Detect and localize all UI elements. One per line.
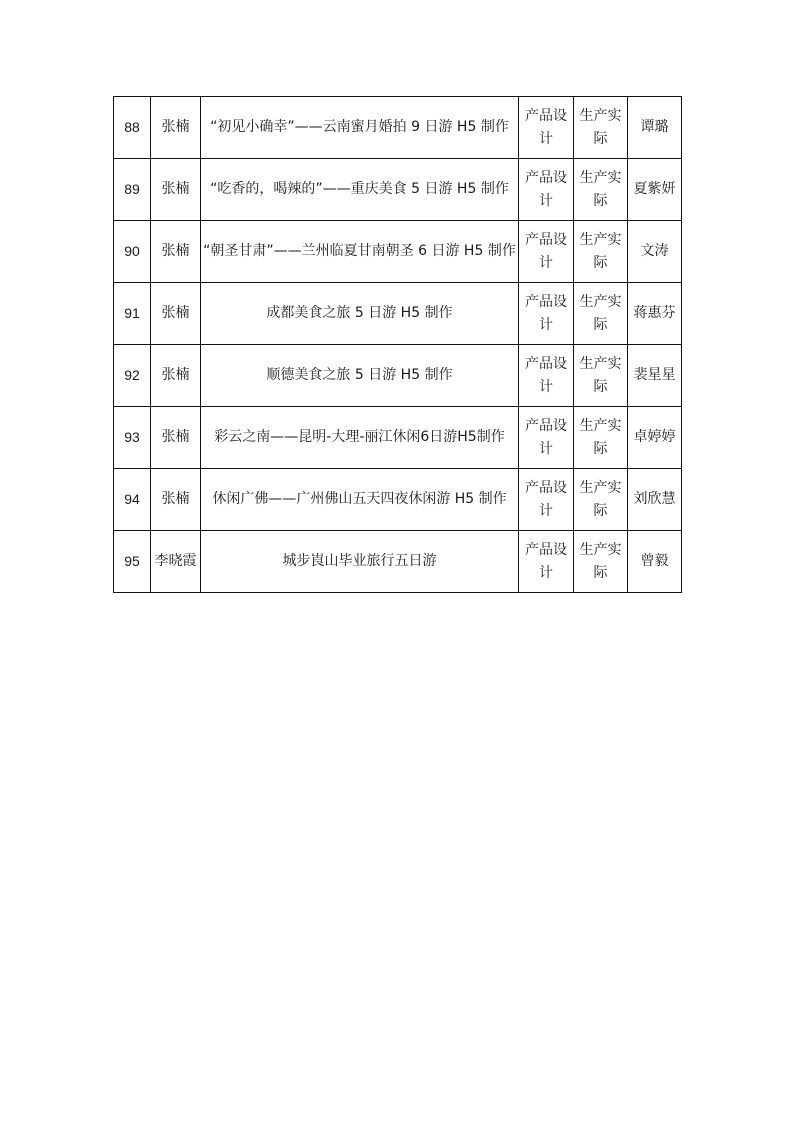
row-number: 94 xyxy=(114,469,151,531)
row-number: 89 xyxy=(114,159,151,221)
teacher-name: 张楠 xyxy=(151,407,201,469)
project-type: 产品设计 xyxy=(519,159,574,221)
table-row xyxy=(114,345,682,407)
project-source: 生产实际 xyxy=(574,221,628,283)
student-name: 夏紫妍 xyxy=(628,159,682,221)
row-number: 91 xyxy=(114,283,151,345)
teacher-name: 张楠 xyxy=(151,221,201,283)
project-type: 产品设计 xyxy=(519,407,574,469)
project-source: 生产实际 xyxy=(574,407,628,469)
table-row xyxy=(114,531,682,593)
project-type: 产品设计 xyxy=(519,283,574,345)
project-type: 产品设计 xyxy=(519,97,574,159)
table-row xyxy=(114,469,682,531)
project-title: 彩云之南——昆明-大理-丽江休闲6日游H5制作 xyxy=(201,407,519,469)
project-title: “朝圣甘肃”——兰州临夏甘南朝圣 6 日游 H5 制作 xyxy=(201,221,519,283)
project-title: “吃香的，喝辣的”——重庆美食 5 日游 H5 制作 xyxy=(201,159,519,221)
project-title: “初见小确幸”——云南蜜月婚拍 9 日游 H5 制作 xyxy=(201,97,519,159)
project-source: 生产实际 xyxy=(574,97,628,159)
table-row xyxy=(114,159,682,221)
project-source: 生产实际 xyxy=(574,283,628,345)
project-type: 产品设计 xyxy=(519,469,574,531)
table-row xyxy=(114,407,682,469)
project-source: 生产实际 xyxy=(574,345,628,407)
teacher-name: 张楠 xyxy=(151,469,201,531)
project-title: 顺德美食之旅 5 日游 H5 制作 xyxy=(201,345,519,407)
row-number: 92 xyxy=(114,345,151,407)
project-title: 成都美食之旅 5 日游 H5 制作 xyxy=(201,283,519,345)
row-number: 90 xyxy=(114,221,151,283)
student-name: 卓婷婷 xyxy=(628,407,682,469)
project-table-body xyxy=(114,97,682,593)
project-source: 生产实际 xyxy=(574,531,628,593)
project-type: 产品设计 xyxy=(519,531,574,593)
project-table xyxy=(113,96,682,593)
student-name: 蒋惠芬 xyxy=(628,283,682,345)
row-number: 88 xyxy=(114,97,151,159)
teacher-name: 张楠 xyxy=(151,97,201,159)
table-row xyxy=(114,97,682,159)
table-row xyxy=(114,283,682,345)
student-name: 裴星星 xyxy=(628,345,682,407)
project-title: 休闲广佛——广州佛山五天四夜休闲游 H5 制作 xyxy=(201,469,519,531)
student-name: 刘欣慧 xyxy=(628,469,682,531)
project-title: 城步崀山毕业旅行五日游 xyxy=(201,531,519,593)
project-type: 产品设计 xyxy=(519,221,574,283)
student-name: 谭璐 xyxy=(628,97,682,159)
teacher-name: 李晓霞 xyxy=(151,531,201,593)
project-type: 产品设计 xyxy=(519,345,574,407)
student-name: 曾毅 xyxy=(628,531,682,593)
teacher-name: 张楠 xyxy=(151,345,201,407)
student-name: 文涛 xyxy=(628,221,682,283)
table-row xyxy=(114,221,682,283)
project-source: 生产实际 xyxy=(574,159,628,221)
row-number: 95 xyxy=(114,531,151,593)
project-source: 生产实际 xyxy=(574,469,628,531)
teacher-name: 张楠 xyxy=(151,283,201,345)
teacher-name: 张楠 xyxy=(151,159,201,221)
row-number: 93 xyxy=(114,407,151,469)
